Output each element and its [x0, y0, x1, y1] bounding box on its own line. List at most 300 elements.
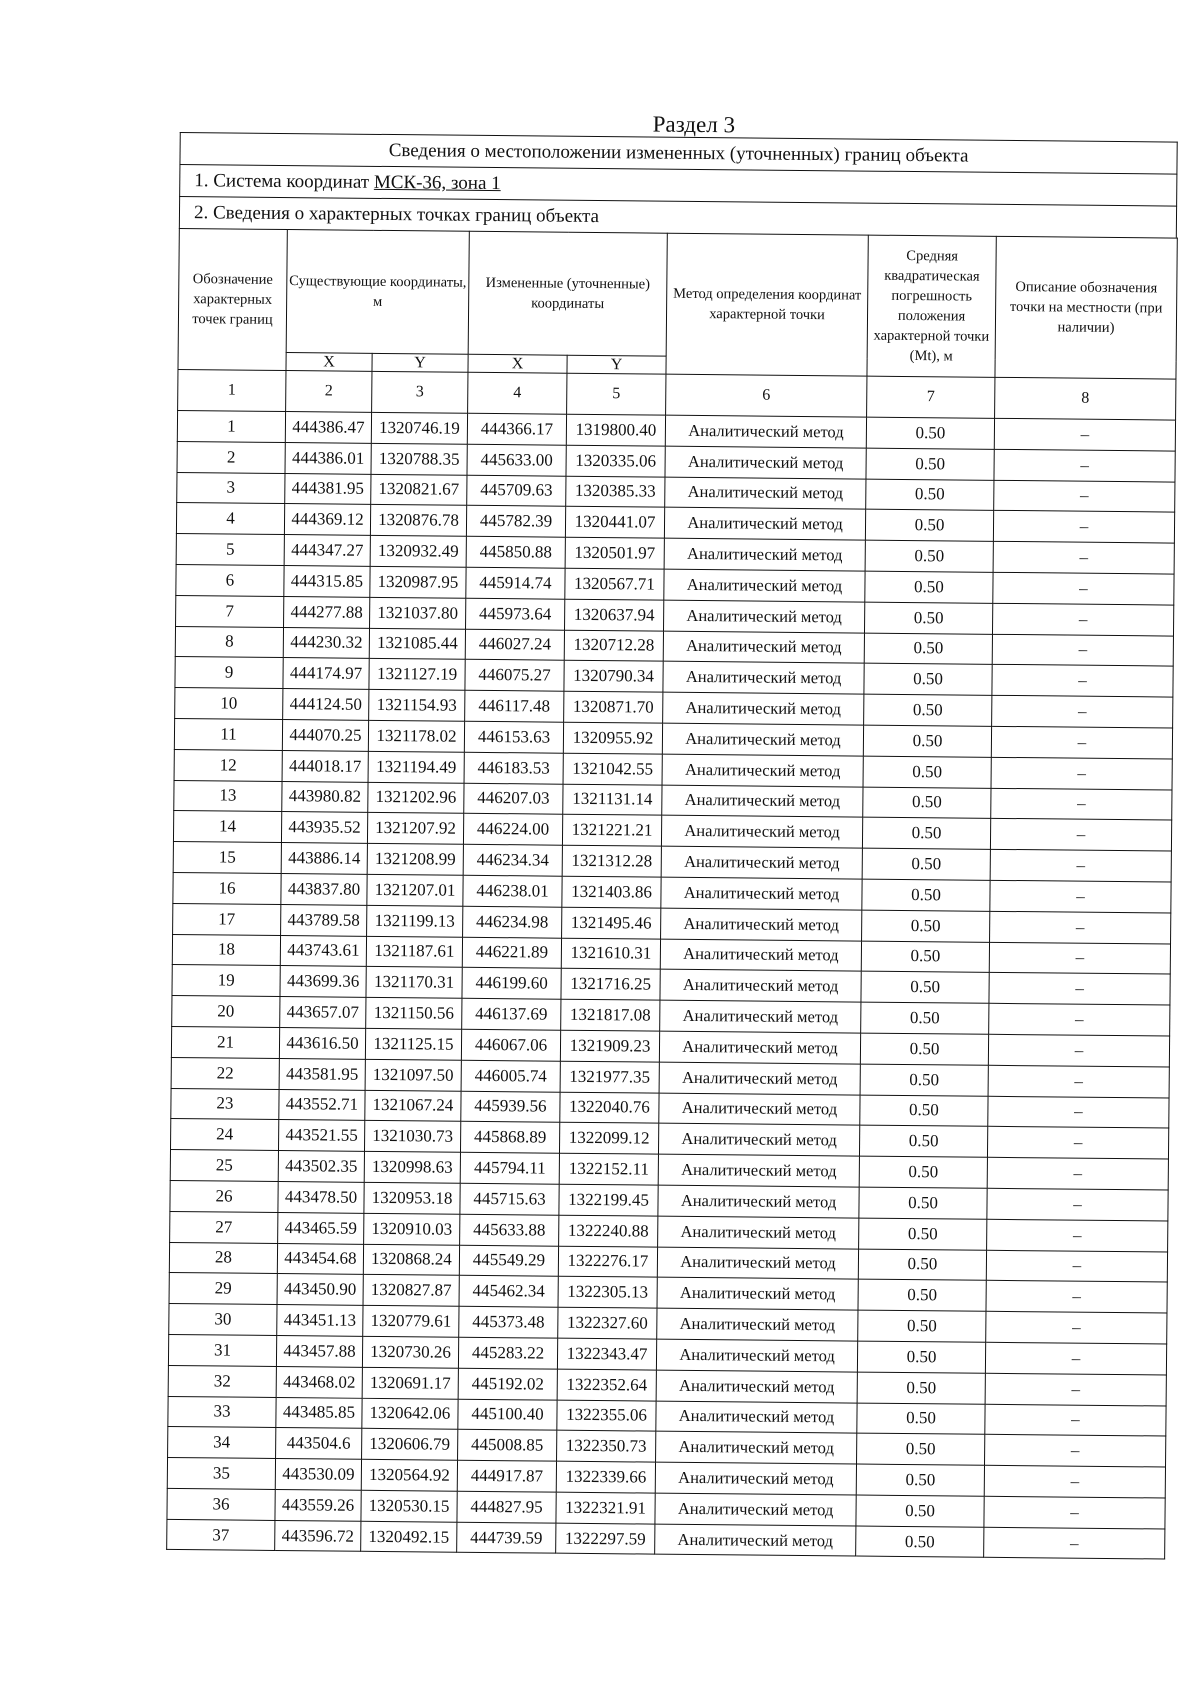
cell-changed-y: 1319800.40 [566, 414, 665, 446]
cell-description: – [993, 603, 1174, 636]
cell-changed-y: 1321716.25 [561, 969, 660, 1001]
cell-description: – [989, 973, 1170, 1006]
cell-changed-x: 445715.63 [460, 1183, 559, 1215]
cell-method: Аналитический метод [657, 1277, 858, 1310]
cell-existing-x: 443657.07 [280, 997, 366, 1029]
cell-existing-x: 444018.17 [282, 750, 368, 782]
cell-changed-x: 446221.89 [462, 937, 561, 969]
cell-description: – [990, 880, 1171, 913]
cell-method: Аналитический метод [662, 754, 863, 787]
cell-description: – [988, 1096, 1169, 1129]
cell-description: – [993, 511, 1174, 544]
cell-mean-error: 0.50 [865, 571, 993, 603]
cell-mean-error: 0.50 [856, 1495, 984, 1527]
cell-method: Аналитический метод [662, 723, 863, 756]
cell-point-number: 11 [174, 718, 282, 750]
cell-existing-y: 1321208.99 [367, 843, 463, 875]
cell-method: Аналитический метод [659, 1062, 860, 1095]
cell-changed-x: 446027.24 [465, 629, 564, 661]
cell-description: – [993, 572, 1174, 605]
header-mean-error: Средняя квадратическая погрешность положения характерной точки (Mt), м [867, 235, 996, 377]
cell-existing-x: 443552.71 [279, 1089, 365, 1121]
cell-changed-y: 1322352.64 [557, 1369, 656, 1401]
cell-mean-error: 0.50 [857, 1372, 985, 1404]
cell-changed-x: 446234.34 [463, 844, 562, 876]
cell-changed-x: 446075.27 [465, 660, 564, 692]
cell-mean-error: 0.50 [862, 848, 990, 880]
cell-mean-error: 0.50 [857, 1433, 985, 1465]
cell-point-number: 37 [167, 1519, 275, 1551]
cell-changed-y: 1322350.73 [557, 1430, 656, 1462]
cell-point-number: 29 [169, 1273, 277, 1305]
cell-point-number: 5 [176, 534, 284, 566]
cell-existing-x: 443478.50 [278, 1181, 364, 1213]
column-number: 1 [178, 369, 286, 411]
cell-changed-x: 444827.95 [457, 1491, 556, 1523]
cell-mean-error: 0.50 [865, 602, 993, 634]
cell-changed-y: 1322355.06 [557, 1400, 656, 1432]
cell-changed-y: 1322343.47 [557, 1338, 656, 1370]
cell-existing-x: 443468.02 [276, 1366, 362, 1398]
cell-point-number: 15 [173, 842, 281, 874]
cell-existing-y: 1320953.18 [364, 1182, 460, 1214]
cell-changed-x: 445709.63 [467, 475, 566, 507]
cell-point-number: 1 [177, 410, 285, 442]
cell-method: Аналитический метод [658, 1185, 859, 1218]
header-changed-x: X [468, 354, 567, 373]
cell-method: Аналитический метод [665, 446, 866, 479]
cell-existing-x: 443980.82 [282, 781, 368, 813]
cell-point-number: 8 [175, 626, 283, 658]
cell-description: – [994, 449, 1175, 482]
cell-existing-y: 1320730.26 [362, 1336, 458, 1368]
cell-point-number: 30 [169, 1304, 277, 1336]
cell-existing-y: 1321207.92 [367, 813, 463, 845]
cell-existing-x: 443559.26 [275, 1489, 361, 1521]
cell-changed-y: 1321221.21 [562, 815, 661, 847]
cell-method: Аналитический метод [656, 1401, 857, 1434]
cell-mean-error: 0.50 [863, 756, 991, 788]
cell-point-number: 7 [176, 595, 284, 627]
cell-description: – [990, 819, 1171, 852]
cell-existing-y: 1320606.79 [362, 1429, 458, 1461]
cell-point-number: 22 [171, 1057, 279, 1089]
cell-method: Аналитический метод [655, 1493, 856, 1526]
cell-description: – [990, 911, 1171, 944]
cell-existing-x: 444124.50 [283, 689, 369, 721]
cell-changed-x: 445850.88 [466, 536, 565, 568]
cell-point-number: 12 [174, 749, 282, 781]
cell-existing-y: 1320492.15 [361, 1521, 457, 1553]
cell-changed-x: 446238.01 [463, 875, 562, 907]
cell-mean-error: 0.50 [857, 1403, 985, 1435]
cell-point-number: 18 [172, 934, 280, 966]
cell-method: Аналитический метод [657, 1308, 858, 1341]
cell-changed-y: 1322240.88 [559, 1215, 658, 1247]
cell-existing-y: 1321030.73 [364, 1121, 460, 1153]
cell-changed-x: 446234.98 [463, 906, 562, 938]
cell-method: Аналитический метод [659, 1031, 860, 1064]
cell-existing-x: 443837.80 [281, 873, 367, 905]
column-number: 6 [666, 374, 867, 417]
cell-changed-x: 445100.40 [458, 1399, 557, 1431]
cell-changed-y: 1322339.66 [556, 1461, 655, 1493]
cell-mean-error: 0.50 [859, 1187, 987, 1219]
cell-existing-y: 1320827.87 [363, 1275, 459, 1307]
cell-method: Аналитический метод [661, 846, 862, 879]
cell-point-number: 23 [171, 1088, 279, 1120]
cell-changed-x: 446117.48 [465, 690, 564, 722]
cell-point-number: 34 [168, 1427, 276, 1459]
cell-description: – [990, 849, 1171, 882]
cell-mean-error: 0.50 [859, 1218, 987, 1250]
cell-existing-x: 444347.27 [284, 535, 370, 567]
points-heading: 2. Сведения о характерных точках границ объекта [179, 196, 1177, 238]
cell-changed-y: 1322321.91 [556, 1492, 655, 1524]
cell-existing-y: 1321037.80 [370, 597, 466, 629]
cell-changed-y: 1321909.23 [560, 1030, 659, 1062]
cell-description: – [991, 726, 1172, 759]
cell-description: – [984, 1496, 1165, 1529]
cell-changed-x: 446137.69 [462, 998, 561, 1030]
cell-mean-error: 0.50 [860, 1095, 988, 1127]
cell-mean-error: 0.50 [862, 879, 990, 911]
cell-changed-y: 1320712.28 [564, 630, 663, 662]
cell-method: Аналитический метод [660, 1000, 861, 1033]
cell-point-number: 10 [175, 688, 283, 720]
cell-method: Аналитический метод [663, 662, 864, 695]
banner-title: Сведения о местоположении измененных (уточненных) границ объекта [179, 132, 1177, 174]
cell-method: Аналитический метод [660, 939, 861, 972]
cell-existing-y: 1321150.56 [366, 997, 462, 1029]
cell-point-number: 16 [173, 872, 281, 904]
cell-changed-x: 445973.64 [466, 598, 565, 630]
cell-point-number: 19 [172, 965, 280, 997]
cell-existing-x: 443451.13 [277, 1305, 363, 1337]
cell-description: – [992, 695, 1173, 728]
cell-description: – [986, 1311, 1167, 1344]
header-method: Метод определения координат характерной точки [666, 233, 868, 376]
cell-existing-x: 444386.01 [285, 442, 371, 474]
cell-changed-y: 1320871.70 [564, 691, 663, 723]
cell-description: – [986, 1281, 1167, 1314]
cell-changed-x: 446183.53 [464, 752, 563, 784]
cell-existing-x: 444230.32 [283, 627, 369, 659]
cell-description: – [987, 1188, 1168, 1221]
cell-existing-x: 443485.85 [276, 1397, 362, 1429]
cell-changed-x: 445782.39 [466, 506, 565, 538]
cell-existing-x: 443465.59 [278, 1212, 364, 1244]
cell-changed-y: 1322297.59 [556, 1523, 655, 1555]
cell-changed-y: 1320501.97 [565, 537, 664, 569]
cell-changed-x: 444917.87 [457, 1460, 556, 1492]
cell-changed-y: 1321977.35 [560, 1061, 659, 1093]
cell-description: – [984, 1465, 1165, 1498]
cell-mean-error: 0.50 [862, 910, 990, 942]
cell-existing-x: 443504.6 [276, 1428, 362, 1460]
cell-mean-error: 0.50 [862, 817, 990, 849]
cell-method: Аналитический метод [662, 785, 863, 818]
cell-existing-y: 1321178.02 [368, 720, 464, 752]
cell-point-number: 28 [169, 1242, 277, 1274]
cell-existing-x: 443457.88 [276, 1335, 362, 1367]
cell-method: Аналитический метод [657, 1247, 858, 1280]
cell-method: Аналитический метод [659, 1123, 860, 1156]
cell-existing-y: 1321127.19 [369, 659, 465, 691]
cell-point-number: 27 [170, 1211, 278, 1243]
cell-mean-error: 0.50 [858, 1310, 986, 1342]
cell-point-number: 32 [168, 1365, 276, 1397]
cell-existing-x: 443581.95 [279, 1058, 365, 1090]
coord-system-prefix: 1. Система координат [194, 170, 375, 193]
cell-description: – [986, 1250, 1167, 1283]
cell-description: – [989, 1003, 1170, 1036]
header-changed-y: Y [567, 355, 666, 374]
cell-existing-x: 443935.52 [281, 812, 367, 844]
cell-existing-y: 1320746.19 [371, 412, 467, 444]
cell-method: Аналитический метод [656, 1431, 857, 1464]
cell-point-number: 25 [170, 1150, 278, 1182]
cell-description: – [984, 1527, 1165, 1560]
cell-changed-x: 446199.60 [462, 968, 561, 1000]
cell-description: – [985, 1404, 1166, 1437]
cell-description: – [985, 1373, 1166, 1406]
cell-point-number: 13 [174, 780, 282, 812]
cell-existing-x: 443789.58 [281, 904, 367, 936]
cell-changed-y: 1322099.12 [559, 1123, 658, 1155]
cell-existing-y: 1320987.95 [370, 566, 466, 598]
cell-description: – [993, 542, 1174, 575]
cell-existing-x: 443743.61 [280, 935, 366, 967]
cell-changed-y: 1320385.33 [566, 476, 665, 508]
cell-existing-x: 443454.68 [277, 1243, 363, 1275]
cell-description: – [991, 788, 1172, 821]
cell-method: Аналитический метод [655, 1524, 856, 1557]
cell-description: – [992, 665, 1173, 698]
points-table [166, 228, 1178, 1560]
cell-existing-y: 1321202.96 [368, 782, 464, 814]
cell-existing-x: 443886.14 [281, 843, 367, 875]
cell-method: Аналитический метод [663, 631, 864, 664]
cell-description: – [985, 1342, 1166, 1375]
cell-mean-error: 0.50 [860, 1125, 988, 1157]
cell-description: – [989, 942, 1170, 975]
cell-method: Аналитический метод [664, 538, 865, 571]
cell-changed-x: 444366.17 [467, 413, 566, 445]
cell-method: Аналитический метод [656, 1339, 857, 1372]
cell-existing-x: 444315.85 [284, 566, 370, 598]
cell-mean-error: 0.50 [865, 509, 993, 541]
cell-existing-x: 444277.88 [284, 596, 370, 628]
cell-changed-y: 1321403.86 [562, 876, 661, 908]
cell-point-number: 33 [168, 1396, 276, 1428]
cell-changed-y: 1321495.46 [562, 907, 661, 939]
cell-mean-error: 0.50 [863, 725, 991, 757]
cell-changed-y: 1320567.71 [565, 568, 664, 600]
cell-changed-y: 1322199.45 [559, 1184, 658, 1216]
column-number: 3 [372, 371, 468, 413]
cell-mean-error: 0.50 [858, 1279, 986, 1311]
cell-description: – [992, 634, 1173, 667]
cell-existing-y: 1321194.49 [368, 751, 464, 783]
cell-changed-x: 445914.74 [466, 567, 565, 599]
cell-method: Аналитический метод [663, 692, 864, 725]
cell-existing-x: 443521.55 [278, 1120, 364, 1152]
cell-existing-x: 443450.90 [277, 1274, 363, 1306]
cell-existing-y: 1321170.31 [366, 967, 462, 999]
cell-point-number: 17 [173, 903, 281, 935]
cell-mean-error: 0.50 [864, 633, 992, 665]
cell-mean-error: 0.50 [864, 694, 992, 726]
header-existing-y: Y [372, 353, 468, 372]
cell-method: Аналитический метод [664, 600, 865, 633]
cell-existing-y: 1321085.44 [369, 628, 465, 660]
cell-mean-error: 0.50 [860, 1064, 988, 1096]
cell-changed-y: 1322305.13 [558, 1276, 657, 1308]
cell-changed-y: 1321042.55 [563, 753, 662, 785]
points-table-body [167, 410, 1176, 1559]
cell-existing-y: 1320998.63 [364, 1151, 460, 1183]
cell-mean-error: 0.50 [866, 448, 994, 480]
cell-mean-error: 0.50 [859, 1156, 987, 1188]
cell-description: – [988, 1065, 1169, 1098]
cell-mean-error: 0.50 [861, 1002, 989, 1034]
cell-mean-error: 0.50 [861, 941, 989, 973]
cell-mean-error: 0.50 [865, 540, 993, 572]
column-number: 5 [567, 373, 666, 415]
cell-method: Аналитический метод [661, 908, 862, 941]
cell-changed-x: 445192.02 [458, 1368, 557, 1400]
cell-method: Аналитический метод [665, 415, 866, 448]
header-existing-x: X [286, 353, 372, 372]
cell-existing-y: 1320530.15 [361, 1490, 457, 1522]
cell-point-number: 3 [177, 472, 285, 504]
cell-changed-y: 1320637.94 [565, 599, 664, 631]
cell-existing-x: 444381.95 [285, 473, 371, 505]
header-existing-coords: Существующие координаты, м [286, 230, 469, 355]
cell-existing-x: 443530.09 [275, 1459, 361, 1491]
cell-changed-y: 1320955.92 [563, 722, 662, 754]
cell-description: – [987, 1219, 1168, 1252]
cell-existing-x: 444070.25 [282, 719, 368, 751]
cell-mean-error: 0.50 [866, 417, 994, 449]
cell-existing-y: 1320642.06 [362, 1398, 458, 1430]
cell-changed-y: 1322276.17 [558, 1246, 657, 1278]
cell-description: – [991, 757, 1172, 790]
cell-changed-y: 1322327.60 [558, 1307, 657, 1339]
cell-existing-y: 1321187.61 [366, 936, 462, 968]
cell-point-number: 21 [171, 1026, 279, 1058]
cell-existing-y: 1320779.61 [363, 1305, 459, 1337]
section-title: Раздел 3 [652, 111, 736, 138]
cell-changed-x: 445373.48 [459, 1306, 558, 1338]
cell-existing-y: 1320868.24 [363, 1244, 459, 1276]
cell-point-number: 31 [168, 1334, 276, 1366]
cell-existing-y: 1320932.49 [370, 536, 466, 568]
cell-existing-y: 1320821.67 [371, 474, 467, 506]
cell-existing-x: 444174.97 [283, 658, 369, 690]
cell-changed-x: 444739.59 [457, 1522, 556, 1554]
cell-changed-y: 1322152.11 [559, 1153, 658, 1185]
cell-mean-error: 0.50 [858, 1249, 986, 1281]
cell-method: Аналитический метод [660, 969, 861, 1002]
cell-method: Аналитический метод [661, 816, 862, 849]
cell-mean-error: 0.50 [866, 479, 994, 511]
header-description: Описание обозначения точки на местности (при наличии) [995, 236, 1177, 379]
cell-point-number: 6 [176, 564, 284, 596]
cell-existing-y: 1321097.50 [365, 1059, 461, 1091]
cell-point-number: 26 [170, 1180, 278, 1212]
cell-changed-x: 445633.88 [460, 1214, 559, 1246]
cell-changed-x: 445794.11 [460, 1152, 559, 1184]
cell-point-number: 35 [167, 1458, 275, 1490]
coord-system-value: МСК-36, зона 1 [373, 171, 501, 195]
cell-description: – [988, 1034, 1169, 1067]
cell-changed-x: 446005.74 [461, 1060, 560, 1092]
cell-description: – [987, 1157, 1168, 1190]
cell-existing-y: 1320788.35 [371, 443, 467, 475]
column-number: 2 [286, 371, 372, 413]
cell-description: – [994, 418, 1175, 451]
cell-existing-x: 444386.47 [285, 412, 371, 444]
cell-changed-x: 445868.89 [461, 1122, 560, 1154]
cell-method: Аналитический метод [655, 1462, 856, 1495]
cell-changed-y: 1321817.08 [561, 999, 660, 1031]
cell-description: – [987, 1127, 1168, 1160]
cell-changed-x: 446153.63 [464, 721, 563, 753]
header-changed-coords: Измененные (уточненные) координаты [468, 231, 667, 356]
cell-changed-y: 1320441.07 [565, 507, 664, 539]
cell-existing-x: 443502.35 [278, 1151, 364, 1183]
cell-changed-x: 445939.56 [461, 1091, 560, 1123]
cell-point-number: 36 [167, 1488, 275, 1520]
cell-existing-y: 1321067.24 [365, 1090, 461, 1122]
cell-existing-x: 443616.50 [279, 1027, 365, 1059]
cell-existing-y: 1320564.92 [361, 1459, 457, 1491]
cell-changed-y: 1322040.76 [560, 1092, 659, 1124]
cell-existing-y: 1320910.03 [364, 1213, 460, 1245]
cell-existing-y: 1321125.15 [365, 1028, 461, 1060]
cell-changed-x: 445008.85 [458, 1430, 557, 1462]
cell-existing-x: 443699.36 [280, 966, 366, 998]
cell-method: Аналитический метод [658, 1216, 859, 1249]
cell-method: Аналитический метод [656, 1370, 857, 1403]
cell-existing-x: 443596.72 [275, 1520, 361, 1552]
column-number: 4 [468, 372, 567, 414]
cell-mean-error: 0.50 [860, 1033, 988, 1065]
column-number: 7 [867, 376, 995, 418]
cell-description: – [985, 1435, 1166, 1468]
cell-method: Аналитический метод [661, 877, 862, 910]
cell-changed-y: 1320790.34 [564, 661, 663, 693]
cell-point-number: 14 [173, 811, 281, 843]
cell-existing-y: 1321154.93 [369, 690, 465, 722]
cell-method: Аналитический метод [658, 1154, 859, 1187]
cell-mean-error: 0.50 [856, 1526, 984, 1558]
cell-changed-x: 445283.22 [458, 1337, 557, 1369]
cell-changed-x: 446224.00 [463, 814, 562, 846]
cell-changed-y: 1320335.06 [566, 445, 665, 477]
cell-existing-y: 1320876.78 [370, 505, 466, 537]
cell-point-number: 20 [172, 996, 280, 1028]
cell-existing-y: 1320691.17 [362, 1367, 458, 1399]
cell-point-number: 2 [177, 441, 285, 473]
cell-existing-y: 1321199.13 [367, 905, 463, 937]
cell-changed-x: 445549.29 [459, 1245, 558, 1277]
cell-description: – [994, 480, 1175, 513]
cell-mean-error: 0.50 [864, 663, 992, 695]
cell-point-number: 24 [171, 1119, 279, 1151]
